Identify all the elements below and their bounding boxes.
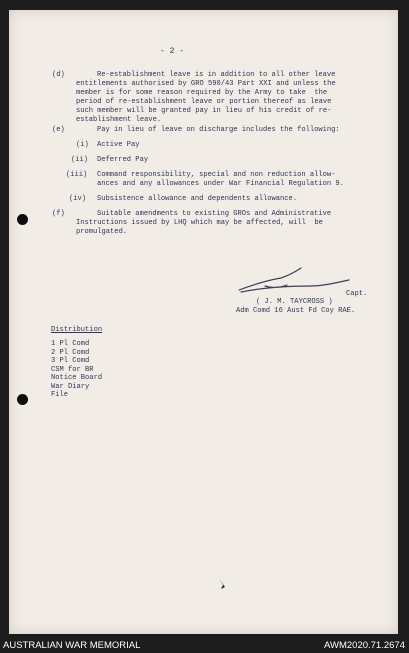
- signature-name: ( J. M. TAYCROSS ): [256, 298, 333, 306]
- para-e-letter: (e): [52, 126, 65, 134]
- para-d-line: period of re-establishment leave or portion thereof as leave: [76, 98, 332, 106]
- para-e-item-text-cont: ances and any allowances under War Financial Regulation 9.: [97, 180, 344, 188]
- footer-institution: AUSTRALIAN WAR MEMORIAL: [3, 640, 141, 651]
- distribution-item: Notice Board: [51, 374, 103, 382]
- distribution-item: File: [51, 391, 69, 399]
- para-e-item-text: Active Pay: [97, 141, 140, 149]
- distribution-heading: Distribution: [51, 326, 103, 334]
- para-d-line: entitlements authorised by GRO 590/43 Part XXI and unless the: [76, 80, 336, 88]
- para-e-intro: Pay in lieu of leave on discharge includes the following:: [97, 126, 340, 134]
- signature-rank: Capt.: [346, 290, 368, 298]
- para-e-item-text: Subsistence allowance and dependents allowance.: [97, 195, 298, 203]
- para-d-line: member is for some reason required by the Army to take the: [76, 89, 328, 97]
- signature-appointment: Adm Comd 16 Aust Fd Coy RAE.: [236, 307, 356, 315]
- distribution-item: 2 Pl Comd: [51, 349, 90, 357]
- distribution-item: CSM for BR: [51, 366, 94, 374]
- distribution-item: 1 Pl Comd: [51, 340, 90, 348]
- para-e-item-text: Deferred Pay: [97, 156, 149, 164]
- para-e-item-num: (ii): [71, 156, 89, 164]
- punch-hole-bottom: [17, 394, 28, 405]
- para-f-line: Suitable amendments to existing GROs and Administrative: [97, 210, 332, 218]
- para-d-line: such member will be granted pay in lieu of his credit of re-: [76, 107, 332, 115]
- signature-scribble: [235, 266, 355, 296]
- archive-footer: [0, 636, 409, 653]
- punch-hole-top: [17, 214, 28, 225]
- footer-accession-number: AWM2020.71.2674: [324, 640, 405, 651]
- ink-mark: [217, 578, 227, 590]
- para-d-letter: (d): [52, 71, 65, 79]
- distribution-item: War Diary: [51, 383, 90, 391]
- para-f-line: promulgated.: [76, 228, 128, 236]
- para-f-letter: (f): [52, 210, 65, 218]
- para-e-item-num: (iv): [69, 195, 87, 203]
- para-d-line: establishment leave.: [76, 116, 162, 124]
- para-f-line: Instructions issued by LHQ which may be affected, will be: [76, 219, 323, 227]
- para-e-item-num: (i): [76, 141, 89, 149]
- para-d-line: Re-establishment leave is in addition to all other leave: [97, 71, 336, 79]
- para-e-item-num: (iii): [66, 171, 88, 179]
- para-e-item-text: Command responsibility, special and non reduction allow-: [97, 171, 336, 179]
- distribution-item: 3 Pl Comd: [51, 357, 90, 365]
- page-number: - 2 -: [160, 47, 185, 56]
